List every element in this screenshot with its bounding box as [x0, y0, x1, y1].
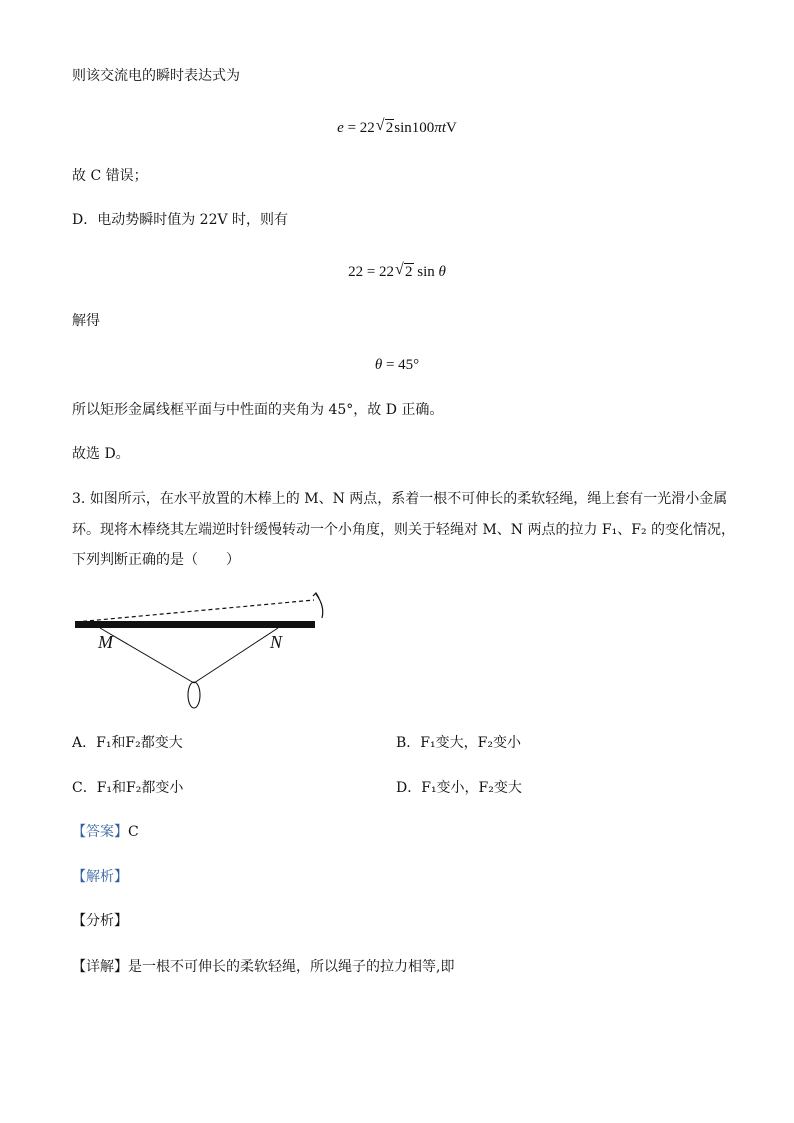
option-b: B．F₁变大，F₂变小	[396, 735, 521, 751]
question-text: 环。现将木棒绕其左端逆时针缓慢转动一个小角度，则关于轻绳对 M、N 两点的拉力 F₁、F₂ 的变化情况，	[72, 522, 736, 538]
detail-tag: 【详解】	[72, 959, 128, 975]
equation-3	[0, 355, 794, 375]
eq-part: 22 = 22	[348, 264, 395, 280]
sqrt-symbol	[395, 262, 414, 282]
eq-t: t	[441, 120, 446, 136]
eq-theta: θ	[438, 264, 446, 280]
rope-left	[100, 628, 194, 683]
answer-line	[72, 822, 139, 842]
question-text: 3. 如图所示，在水平放置的木棒上的 M、N 两点，系着一根不可伸长的柔软轻绳，绳上套有一光滑小金属	[72, 491, 728, 507]
eq-var: e	[337, 120, 344, 136]
paragraph: D．电动势瞬时值为 22V 时，则有	[72, 212, 289, 228]
question-text: 下列判断正确的是（ ）	[72, 552, 240, 568]
eq-theta: θ	[374, 357, 383, 373]
equation-2	[0, 262, 794, 282]
eq-part: sin100	[394, 120, 435, 136]
eq-pi: π	[434, 120, 442, 136]
rod-ring-figure	[70, 588, 350, 718]
answer-value: C	[128, 824, 139, 840]
sqrt-symbol	[376, 118, 395, 138]
arrow-head-icon	[313, 593, 319, 598]
answer-tag: 【答案】	[72, 824, 128, 840]
label-n: N	[270, 632, 283, 652]
rotated-rod-dashed	[76, 600, 314, 622]
detail-text: 是一根不可伸长的柔软轻绳，所以绳子的拉力相等,即	[128, 959, 455, 975]
analysis-tag: 【解析】	[72, 869, 128, 885]
option-d: D．F₁变小，F₂变大	[396, 780, 522, 796]
eq-unit: V	[446, 120, 457, 136]
paragraph: 故选 D。	[72, 446, 130, 462]
wooden-rod	[75, 621, 315, 628]
paragraph: 故 C 错误；	[72, 168, 148, 184]
eq-part: = 22	[343, 120, 375, 136]
paragraph: 所以矩形金属线框平面与中性面的夹角为 45°，故 D 正确。	[72, 402, 444, 418]
radicand: 2	[405, 264, 413, 280]
radicand: 2	[385, 120, 394, 136]
detail-line	[72, 957, 454, 977]
rope-right	[194, 628, 278, 683]
paragraph: 则该交流电的瞬时表达式为	[72, 68, 240, 84]
option-a: A．F₁和F₂都变大	[72, 735, 183, 751]
equation-1	[0, 118, 794, 138]
paragraph: 解得	[72, 313, 100, 329]
fenxi-tag: 【分析】	[72, 913, 128, 929]
metal-ring	[188, 682, 200, 708]
option-c: C．F₁和F₂都变小	[72, 780, 184, 796]
label-m: M	[98, 632, 113, 652]
eq-part: sin	[413, 264, 439, 280]
eq-part: = 45°	[382, 357, 420, 373]
